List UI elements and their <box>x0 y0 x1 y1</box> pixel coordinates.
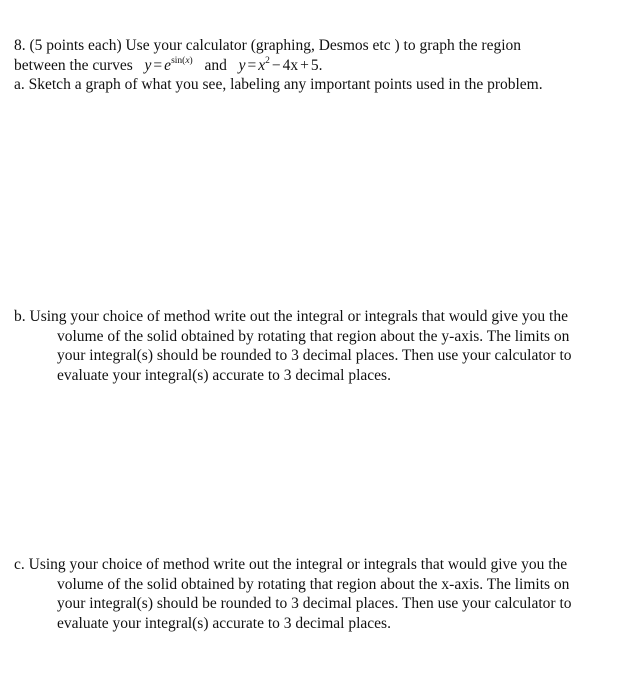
part-b-line-2: volume of the solid obtained by rotating that region about the y-axis. The limits on <box>57 327 570 345</box>
part-b-line-3: your integral(s) should be rounded to 3 decimal places. Then use your calculator to <box>57 347 572 364</box>
curve-two-lhs: y <box>238 56 246 74</box>
curve-two-plus: + <box>300 56 309 74</box>
curve-two-exponent: 2 <box>265 55 270 66</box>
curve-two-period: . <box>318 56 323 74</box>
part-a-text: a. Sketch a graph of what you see, labeling any important points used in the problem. <box>14 76 543 93</box>
problem-curves-line <box>14 56 619 76</box>
curve-two-linear-term: 4x <box>282 56 299 74</box>
problem-intro-line: 8. (5 points each) Use your calculator (graphing, Desmos etc ) to graph the region <box>14 37 522 54</box>
curve-one-lhs: y <box>144 56 152 74</box>
exponent-close: ) <box>189 55 193 66</box>
problem-statement <box>14 36 619 95</box>
curve-two-minus: − <box>271 56 281 74</box>
part-b-line-1: b. Using your choice of method write out the integral or integrals that would give you the <box>14 308 568 325</box>
part-c-line-3: your integral(s) should be rounded to 3 decimal places. Then use your calculator to <box>57 595 572 612</box>
curves-connector: and <box>204 56 227 74</box>
curve-one-base: e <box>164 56 172 74</box>
curve-one-equation <box>145 57 197 74</box>
part-c-line-2: volume of the solid obtained by rotating that region about the x-axis. The limits on <box>57 575 570 593</box>
curve-two-equation <box>239 57 323 74</box>
exponent-variable: x <box>185 55 190 66</box>
curve-one-equals: = <box>153 56 163 74</box>
exponent-function: sin( <box>171 55 186 66</box>
curve-two-equals: = <box>247 56 257 74</box>
part-b-line-4: evaluate your integral(s) accurate to 3 decimal places. <box>57 366 391 384</box>
part-c-line-4: evaluate your integral(s) accurate to 3 decimal places. <box>57 614 391 632</box>
part-c <box>14 555 619 633</box>
curves-prefix: between the curves <box>14 56 133 74</box>
curve-two-x: x <box>258 56 266 74</box>
curve-two-constant: 5 <box>310 56 319 74</box>
curve-one-exponent <box>171 56 193 66</box>
part-c-line-1: c. Using your choice of method write out the integral or integrals that would give you the <box>14 556 568 573</box>
part-b <box>14 307 619 385</box>
